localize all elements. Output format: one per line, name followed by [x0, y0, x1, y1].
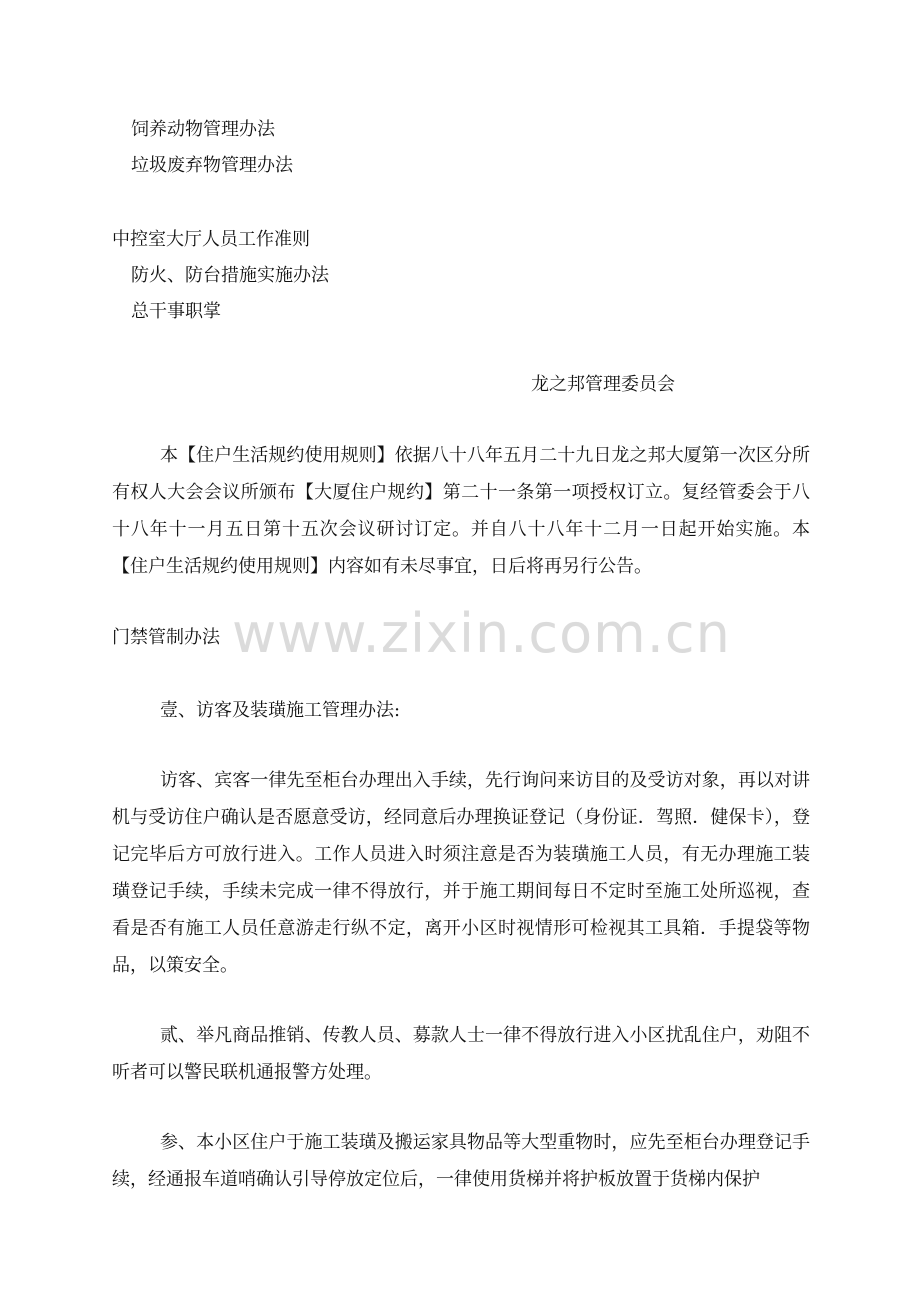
paragraph-visitors: 访客、宾客一律先至柜台办理出入手续，先行询问来访目的及受访对象，再以对讲机与受访住户确认是否愿意受访，经同意后办理换证登记（身份证．驾照．健保卡），登记完毕后方可放行进入。工作人员进入时须注意是否为装璜施工人员，有无办理施工装璜登记手续，手续未完成一律不得放行，并于施工期间每日不定时至施工处所巡视，查看是否有施工人员任意游走行纵不定，离开小区时视情形可检视其工具箱．手提袋等物品，以策安全。	[112, 770, 810, 976]
subsection-title-visitors: 壹、访客及装璜施工管理办法:	[160, 700, 401, 721]
list-item-control-room-rules: 中控室大厅人员工作准则	[112, 229, 310, 250]
intro-paragraph: 本【住户生活规约使用规则】依据八十八年五月二十九日龙之邦大厦第一次区分所有权人大会会议所颁布【大厦住户规约】第二十一条第一项授权订立。复经管委会于八十八年十一月五日第十五次会议研讨订定。并自八十八年十二月一日起开始实施。本【住户生活规约使用规则】内容如有未尽事宜，日后将再另行公告。	[112, 445, 810, 577]
list-item-animal-rules: 饲养动物管理办法	[131, 119, 275, 140]
list-item-general-affairs-duties: 总干事职掌	[131, 301, 221, 322]
signature-committee: 龙之邦管理委员会	[531, 374, 675, 395]
paragraph-solicitors: 贰、举凡商品推销、传教人员、募款人士一律不得放行进入小区扰乱住户，劝阻不听者可以警民联机通报警方处理。	[112, 1025, 810, 1083]
list-item-fire-typhoon-rules: 防火、防台措施实施办法	[131, 265, 329, 286]
list-item-waste-rules: 垃圾废弃物管理办法	[131, 155, 293, 176]
watermark: www.zixin.com.cn	[232, 602, 731, 665]
paragraph-moving-renovation: 参、本小区住户于施工装璜及搬运家具物品等大型重物时，应先至柜台办理登记手续，经通报车道哨确认引导停放定位后，一律使用货梯并将护板放置于货梯内保护	[112, 1132, 810, 1190]
section-title-access-control: 门禁管制办法	[112, 627, 220, 648]
